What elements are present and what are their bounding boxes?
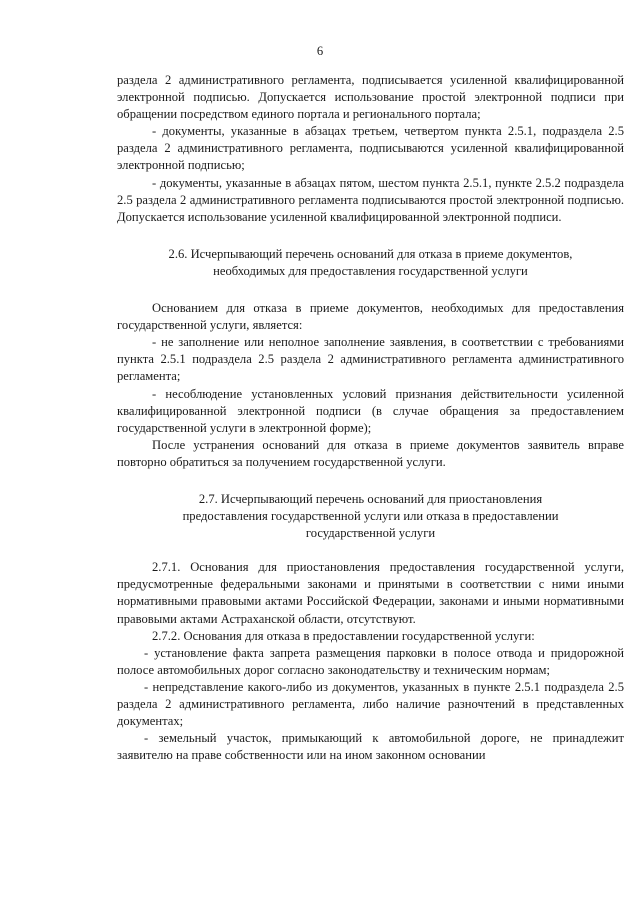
- paragraph-resubmission: После устранения оснований для отказа в приеме документов заявитель вправе повторно обратиться за получением государственной услуги.: [117, 437, 624, 469]
- paragraph-continuation: раздела 2 административного регламента, подписывается усиленной квалифицированной электронной подписью. Допускается использование простой электронной подписи при обращении посредством единого портала и регионального портала;: [117, 73, 624, 122]
- paragraph-2-7-2: 2.7.2. Основания для отказа в предоставлении государственной услуги:: [152, 628, 535, 643]
- page-number: 6: [316, 44, 324, 58]
- list-item-documents-1: - документы, указанные в абзацах третьем, четвертом пункта 2.5.1, подраздела 2.5 раздела 2 административного регламента, подписываются усиленной квалифицированной электронной подписью;: [117, 124, 624, 173]
- document-body: [117, 72, 624, 764]
- list-item-refusal-2: - несоблюдение установленных условий признания действительности усиленной квалифицированной электронной подписи (в случае обращения за предоставлением государственной услуги в электронной форме);: [117, 386, 624, 435]
- list-item-documents-2: - документы, указанные в абзацах пятом, шестом пункта 2.5.1, пункте 2.5.2 подраздела 2.5 раздела 2 административного регламента подписываются простой электронной подписью. Допускается использование усиленной квалифицированной электронной подписи.: [117, 175, 624, 224]
- section-heading-2-6: 2.6. Исчерпывающий перечень оснований для отказа в приеме документов, необходимых для предоставления государственной услуги: [168, 246, 573, 278]
- paragraph-2-7-1: 2.7.1. Основания для приостановления предоставления государственной услуги, предусмотренные федеральными законами и принятыми в соответствии с ними иными нормативными правовыми актами Российской Федерации, законами и иными нормативными правовыми актами Астраханской области, отсутствуют.: [117, 560, 624, 626]
- list-item-refusal-1: - не заполнение или неполное заполнение заявления, в соответствии с требованиями пункта 2.5.1 подраздела 2.5 раздела 2 административного регламента административного регламента;: [117, 335, 624, 384]
- list-item-denial-2: - непредставление какого-либо из документов, указанных в пункте 2.5.1 подраздела 2.5 раздела 2 административного регламента, либо наличие разночтений в представленных документах;: [117, 679, 624, 729]
- section-heading-2-7: 2.7. Исчерпывающий перечень оснований для приостановления предоставления государственной услуги или отказа в предоставлении государственной услуги: [182, 491, 559, 541]
- list-item-denial-3: - земельный участок, примыкающий к автомобильной дороге, не принадлежит заявителю на праве собственности или на ином законном основании: [117, 731, 624, 763]
- paragraph-refusal-grounds: Основанием для отказа в приеме документов, необходимых для предоставления государственной услуги, является:: [117, 301, 624, 333]
- list-item-denial-1: - установление факта запрета размещения парковки в полосе отвода и придорожной полосе автомобильных дорог согласно законодательству и техническим нормам;: [117, 645, 624, 677]
